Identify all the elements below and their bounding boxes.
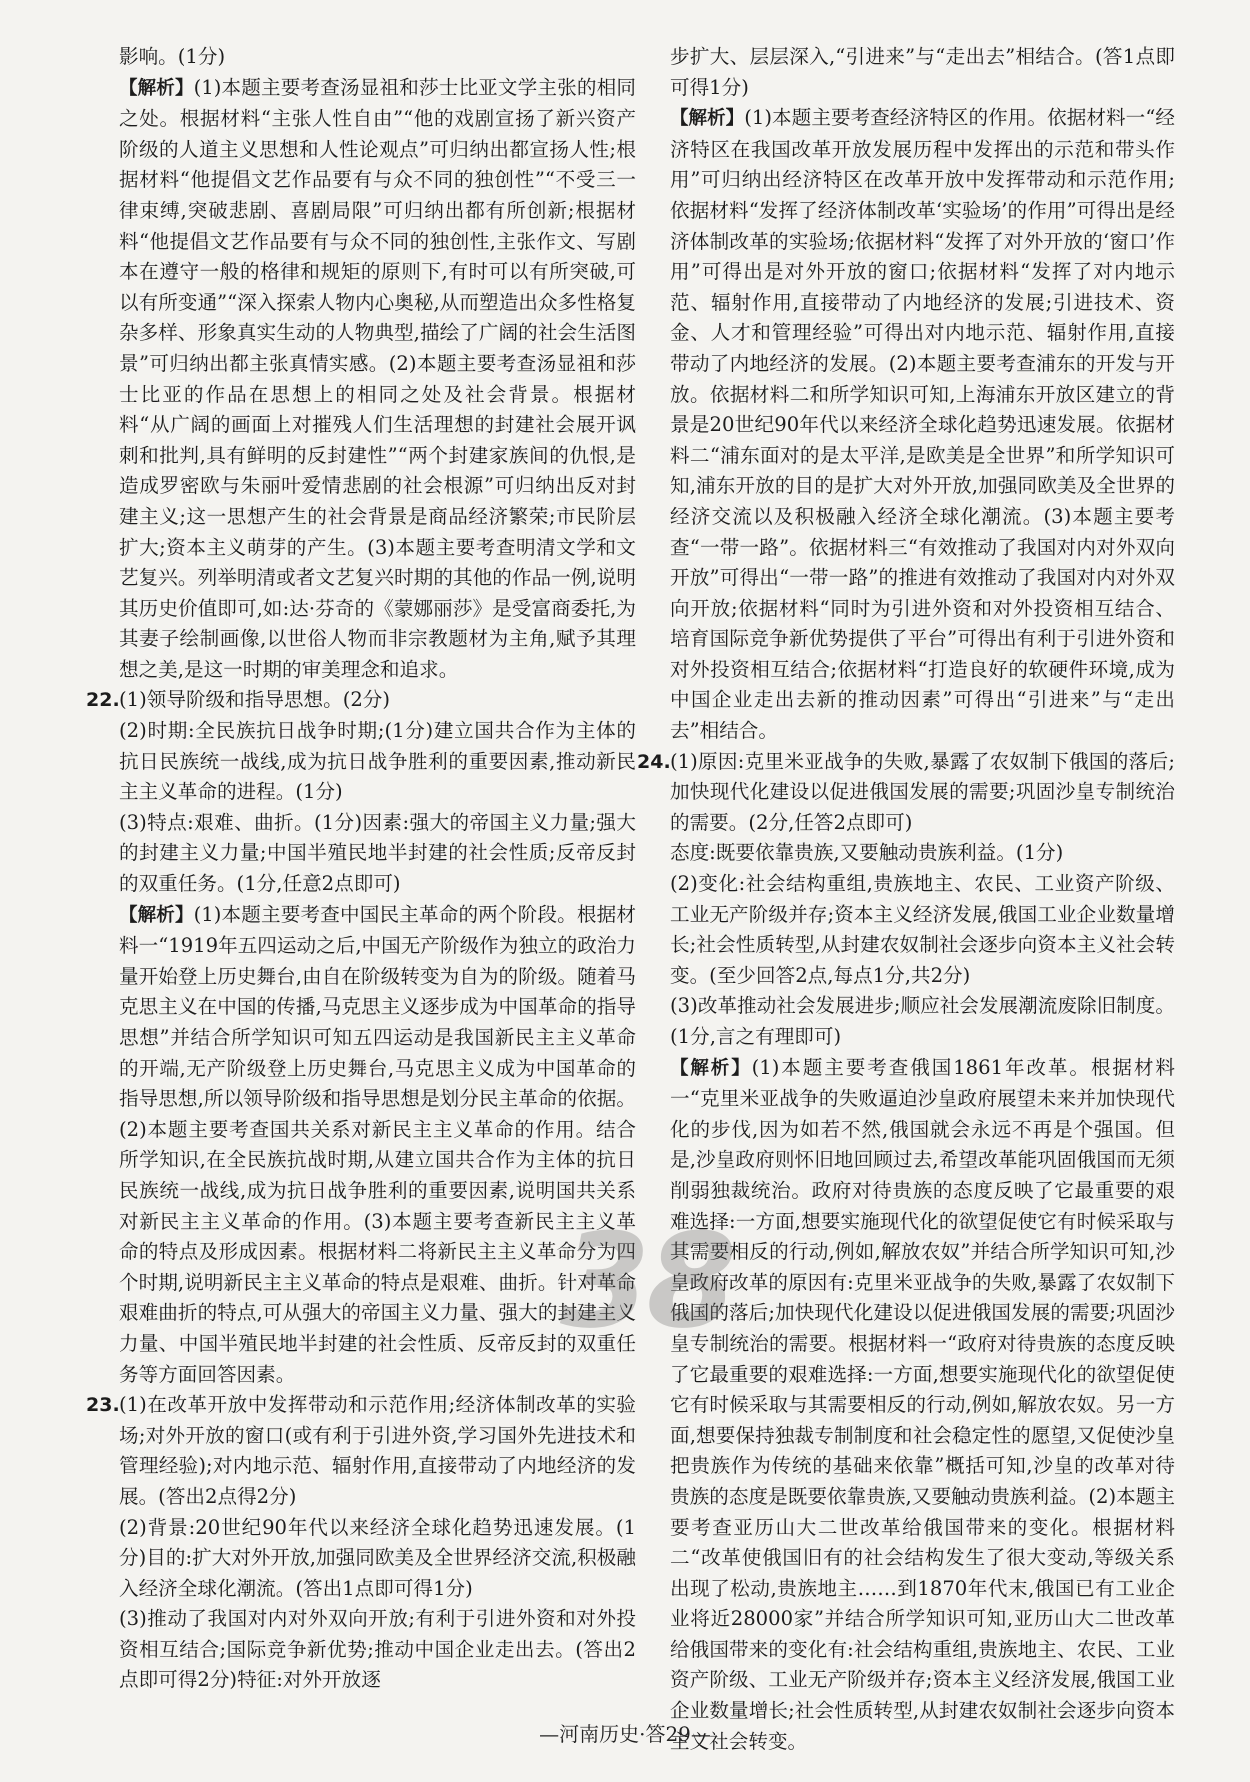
answer-24-1: (1)原因:克里米亚战争的失败,暴露了农奴制下俄国的落后;加快现代化建设以促进俄国发展的需要;巩固沙皇专制统治的需要。(2分,任答2点即可) [670, 749, 1175, 834]
analysis-tag: 【解析】 [670, 1057, 752, 1079]
answer-24-1b: 态度:既要依靠贵族,又要触动贵族利益。(1分) [670, 841, 1064, 865]
analysis-text: (1)本题主要考查中国民主革命的两个阶段。根据材料一“1919年五四运动之后,中国无产阶级作为独立的政治力量开始登上历史舞台,由自在阶级转变为自为的阶级。随着马克思主义在中国的传播,马克思主义逐步成为中国革命的指导思想”并结合所学知识可知五四运动是我国新民主主义革命的开端,无产阶级登上历史舞台,马克思主义成为中国革命的指导思想,所以领导阶级和指导思想是划分民主革命的依据。(2)本题主要考查国共关系对新民主主义革命的作用。结合所学知识,在全民族抗战时期,从建立国共合作为主体的抗日民族统一战线,成为抗日战争胜利的重要因素,说明国共关系对新民主主义革命的作用。(3)本题主要考查新民主主义革命的特点及形成因素。根据材料二将新民主主义革命分为四个时期,说明新民主主义革命的特点是艰难、曲折。针对革命艰难曲折的特点,可从强大的帝国主义力量、强大的封建主义力量、中国半殖民地半封建的社会性质、反帝反封的双重任务等方面回答因素。 [119, 902, 636, 1386]
question-number: 23. [86, 1394, 120, 1417]
question-23 [86, 1390, 636, 1696]
analysis-text: (1)本题主要考查俄国1861年改革。根据材料一“克里米亚战争的失败逼迫沙皇政府展望未来并加快现代化的步伐,因为如若不然,俄国就会永远不再是个强国。但是,沙皇政府则怀旧地回顾过去,希望改革能巩固俄国而无须削弱独裁统治。政府对待贵族的态度反映了它最重要的艰难选择:一方面,想要实施现代化的欲望促使它有时候采取与其需要相反的行动,例如,解放农奴”并结合所学知识可知,沙皇政府改革的原因有:克里米亚战争的失败,暴露了农奴制下俄国的落后;加快现代化建设以促进俄国发展的需要;巩固沙皇专制统治的需要。根据材料一“政府对待贵族的态度反映了它最重要的艰难选择:一方面,想要实施现代化的欲望促使它有时候采取与其需要相反的行动,例如,解放农奴。另一方面,想要保持独裁专制制度和社会稳定性的愿望,又促使沙皇把贵族作为传统的基础来依靠”概括可知,沙皇的改革对待贵族的态度是既要依靠贵族,又要触动贵族利益。(2)本题主要考查亚历山大二世改革给俄国带来的变化。根据材料二“改革使俄国旧有的社会结构发生了很大变动,等级关系出现了松动,贵族地主……到1870年代末,俄国已有工业企业将近28000家”并结合所学知识可知,亚历山大二世改革给俄国带来的变化有:社会结构重组,贵族地主、农民、工业资产阶级、工业无产阶级并存;资本主义经济发展,俄国工业企业数量增长;社会性质转型,从封建农奴制社会逐步向资本主义社会转变。 [670, 1055, 1175, 1753]
answer-24-2: (2)变化:社会结构重组,贵族地主、农民、工业资产阶级、工业无产阶级并存;资本主义经济发展,俄国工业企业数量增长;社会性质转型,从封建农奴制社会逐步向资本主义社会转变。(至少回答2点,每点1分,共2分) [670, 872, 1175, 987]
answer-22-2: (2)时期:全民族抗日战争时期;(1分)建立国共合作为主体的抗日民族统一战线,成为抗日战争胜利的重要因素,推动新民主主义革命的进程。(1分) [119, 719, 636, 804]
page-footer: —河南历史·答29— [539, 1722, 711, 1746]
watermark-stamp: 38 [560, 1205, 733, 1357]
paragraph-continuation: 影响。(1分) [119, 45, 226, 68]
answer-23-1: (1)在改革开放中发挥带动和示范作用;经济体制改革的实验场;对外开放的窗口(或有利于引进外资,学习国外先进技术和管理经验);对内地示范、辐射作用,直接带动了内地经济的发展。(答出2点得2分) [119, 1393, 636, 1508]
analysis-tag: 【解析】 [119, 77, 194, 99]
analysis-text: (1)本题主要考查汤显祖和莎士比亚文学主张的相同之处。根据材料“主张人性自由”“他的戏剧宣扬了新兴资产阶级的人道主义思想和人性论观点”可归纳出都宣扬人性;根据材料“他提倡文艺作品要有与众不同的独创性”“不受三一律束缚,突破悲剧、喜剧局限”可归纳出都有所创新;根据材料“他提倡文艺作品要有与众不同的独创性,主张作文、写剧本在遵守一般的格律和规矩的原则下,有时可以有所突破,可以有所变通”“深入探索人物内心奥秘,从而塑造出众多性格复杂多样、形象真实生动的人物典型,描绘了广阔的社会生活图景”可归纳出都主张真情实感。(2)本题主要考查汤显祖和莎士比亚的作品在思想上的相同之处及社会背景。根据材料“从广阔的画面上对摧残人们生活理想的封建社会展开讽刺和批判,具有鲜明的反封建性”“两个封建家族间的仇恨,是造成罗密欧与朱丽叶爱情悲剧的社会根源”可归纳出反对封建主义;这一思想产生的社会背景是商品经济繁荣;市民阶层扩大;资本主义萌芽的产生。(3)本题主要考查明清文学和文艺复兴。列举明清或者文艺复兴时期的其他的作品一例,说明其历史价值即可,如:达·芬奇的《蒙娜丽莎》是受富商委托,为其妻子绘制画像,以世俗人物而非宗教题材为主角,赋予其理想之美,是这一时期的审美理念和追求。 [119, 75, 636, 681]
analysis-tag: 【解析】 [670, 108, 745, 130]
answer-22-3: (3)特点:艰难、曲折。(1分)因素:强大的帝国主义力量;强大的封建主义力量;中国半殖民地半封建的社会性质;反帝反封的双重任务。(1分,任意2点即可) [119, 810, 636, 896]
question-number: 24. [637, 750, 671, 773]
analysis-23 [670, 103, 1175, 746]
left-column [86, 42, 636, 1696]
analysis-21 [86, 73, 636, 686]
question-22 [86, 685, 636, 1390]
analysis-tag: 【解析】 [119, 904, 194, 926]
answer-23-2: (2)背景:20世纪90年代以来经济全球化趋势迅速发展。(1分)目的:扩大对外开放,加强同欧美及全世界经济交流,积极融入经济全球化潮流。(答出1点即可得1分) [119, 1515, 636, 1600]
paragraph-continuation: 步扩大、层层深入,“引进来”与“走出去”相结合。(答1点即可得1分) [670, 45, 1175, 99]
answer-22-1: (1)领导阶级和指导思想。(2分) [119, 688, 391, 712]
analysis-text: (1)本题主要考查经济特区的作用。依据材料一“经济特区在我国改革开放发展历程中发挥出的示范和带头作用”可归纳出经济特区在改革开放中发挥带动和示范作用;依据材料“发挥了经济体制改革‘实验场’的作用”可得出是经济体制改革的实验场;依据材料“发挥了对外开放的‘窗口’作用”可得出是对外开放的窗口;依据材料“发挥了对内地示范、辐射作用,直接带动了内地经济的发展;引进技术、资金、人才和管理经验”可得出对内地示范、辐射作用,直接带动了内地经济的发展。(2)本题主要考查浦东的开发与开放。依据材料二和所学知识可知,上海浦东开放区建立的背景是20世纪90年代以来经济全球化趋势迅速发展。依据材料二“浦东面对的是太平洋,是欧美是全世界”和所学知识可知,浦东开放的目的是扩大对外开放,加强同欧美及全世界的经济交流以及积极融入经济全球化潮流。(3)本题主要考查“一带一路”。依据材料三“有效推动了我国对内对外双向开放”可得出“一带一路”的推进有效推动了我国对内对外双向开放;依据材料“同时为引进外资和对外投资相互结合、培育国际竞争新优势提供了平台”可得出有利于引进外资和对外投资相互结合;依据材料“打造良好的软硬件环境,成为中国企业走出去新的推动因素”可得出“引进来”与“走出去”相结合。 [670, 106, 1175, 743]
answer-23-3: (3)推动了我国对内对外双向开放;有利于引进外资和对外投资相互结合;国际竞争新优势;推动中国企业走出去。(答出2点即可得2分)特征:对外开放逐 [119, 1607, 636, 1692]
analysis-22 [119, 900, 636, 1391]
answer-24-3: (3)改革推动社会发展进步;顺应社会发展潮流废除旧制度。(1分,言之有理即可) [670, 994, 1175, 1048]
question-number: 22. [86, 689, 120, 712]
analysis-24 [670, 1053, 1175, 1758]
